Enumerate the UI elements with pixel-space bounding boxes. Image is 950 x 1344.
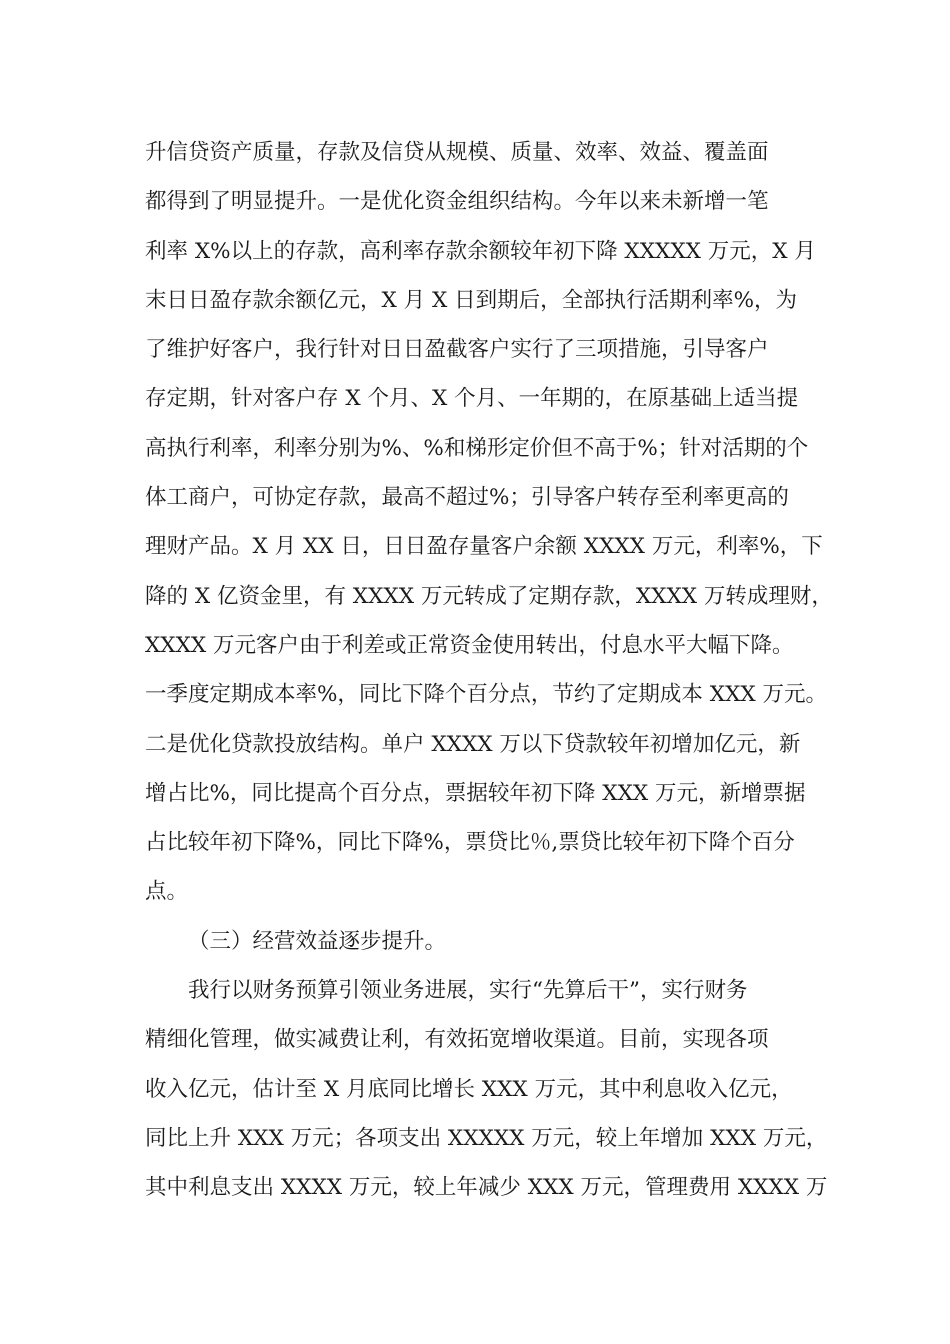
text-line: 降的 X 亿资金里，有 XXXX 万元转成了定期存款，XXXX 万转成理财， <box>145 583 833 609</box>
text-line: 一季度定期成本率%，同比下降个百分点，节约了定期成本 XXX 万元。 <box>145 682 828 708</box>
text-line: 利率 X%以上的存款，高利率存款余额较年初下降 XXXXX 万元，X 月 <box>145 238 816 264</box>
text-line: 精细化管理，做实减费让利，有效拓宽增收渠道。目前，实现各项 <box>145 1027 769 1053</box>
text-line: 了维护好客户，我行针对日日盈截客户实行了三项措施，引导客户 <box>145 337 769 363</box>
text-line: 收入亿元，估计至 X 月底同比增长 XXX 万元，其中利息收入亿元， <box>145 1076 793 1102</box>
text-line: 末日日盈存款余额亿元，X 月 X 日到期后，全部执行活期利率%，为 <box>145 287 798 313</box>
section-heading: （三）经营效益逐步提升。 <box>188 928 447 954</box>
text-line: 高执行利率，利率分别为%、%和梯形定价但不高于%；针对活期的个 <box>145 435 809 461</box>
text-line: XXXX 万元客户由于利差或正常资金使用转出，付息水平大幅下降。 <box>145 632 794 658</box>
body-text <box>145 128 833 1213</box>
text-line: 我行以财务预算引领业务进展，实行“先算后干”，实行财务 <box>188 978 748 1004</box>
text-line: 都得到了明显提升。一是优化资金组织结构。今年以来未新增一笔 <box>145 189 769 215</box>
text-line: 占比较年初下降%，同比下降%，票贷比％,票贷比较年初下降个百分 <box>145 830 795 856</box>
text-line: 点。 <box>145 879 189 905</box>
text-line: 同比上升 XXX 万元；各项支出 XXXXX 万元，较上年增加 XXX 万元， <box>145 1125 828 1151</box>
text-line: 体工商户，可协定存款，最高不超过%；引导客户转存至利率更高的 <box>145 485 789 511</box>
text-line: 增占比%，同比提高个百分点，票据较年初下降 XXX 万元，新增票据 <box>145 780 806 806</box>
text-line: 二是优化贷款投放结构。单户 XXXX 万以下贷款较年初增加亿元，新 <box>145 731 801 757</box>
text-line: 存定期，针对客户存 X 个月、X 个月、一年期的，在原基础上适当提 <box>145 386 799 412</box>
text-line: 升信贷资产质量，存款及信贷从规模、质量、效率、效益、覆盖面 <box>145 140 769 165</box>
text-line: 其中利息支出 XXXX 万元，较上年减少 XXX 万元，管理费用 XXXX 万 <box>145 1175 828 1201</box>
text-line: 理财产品。X 月 XX 日，日日盈存量客户余额 XXXX 万元，利率%，下 <box>145 534 823 560</box>
